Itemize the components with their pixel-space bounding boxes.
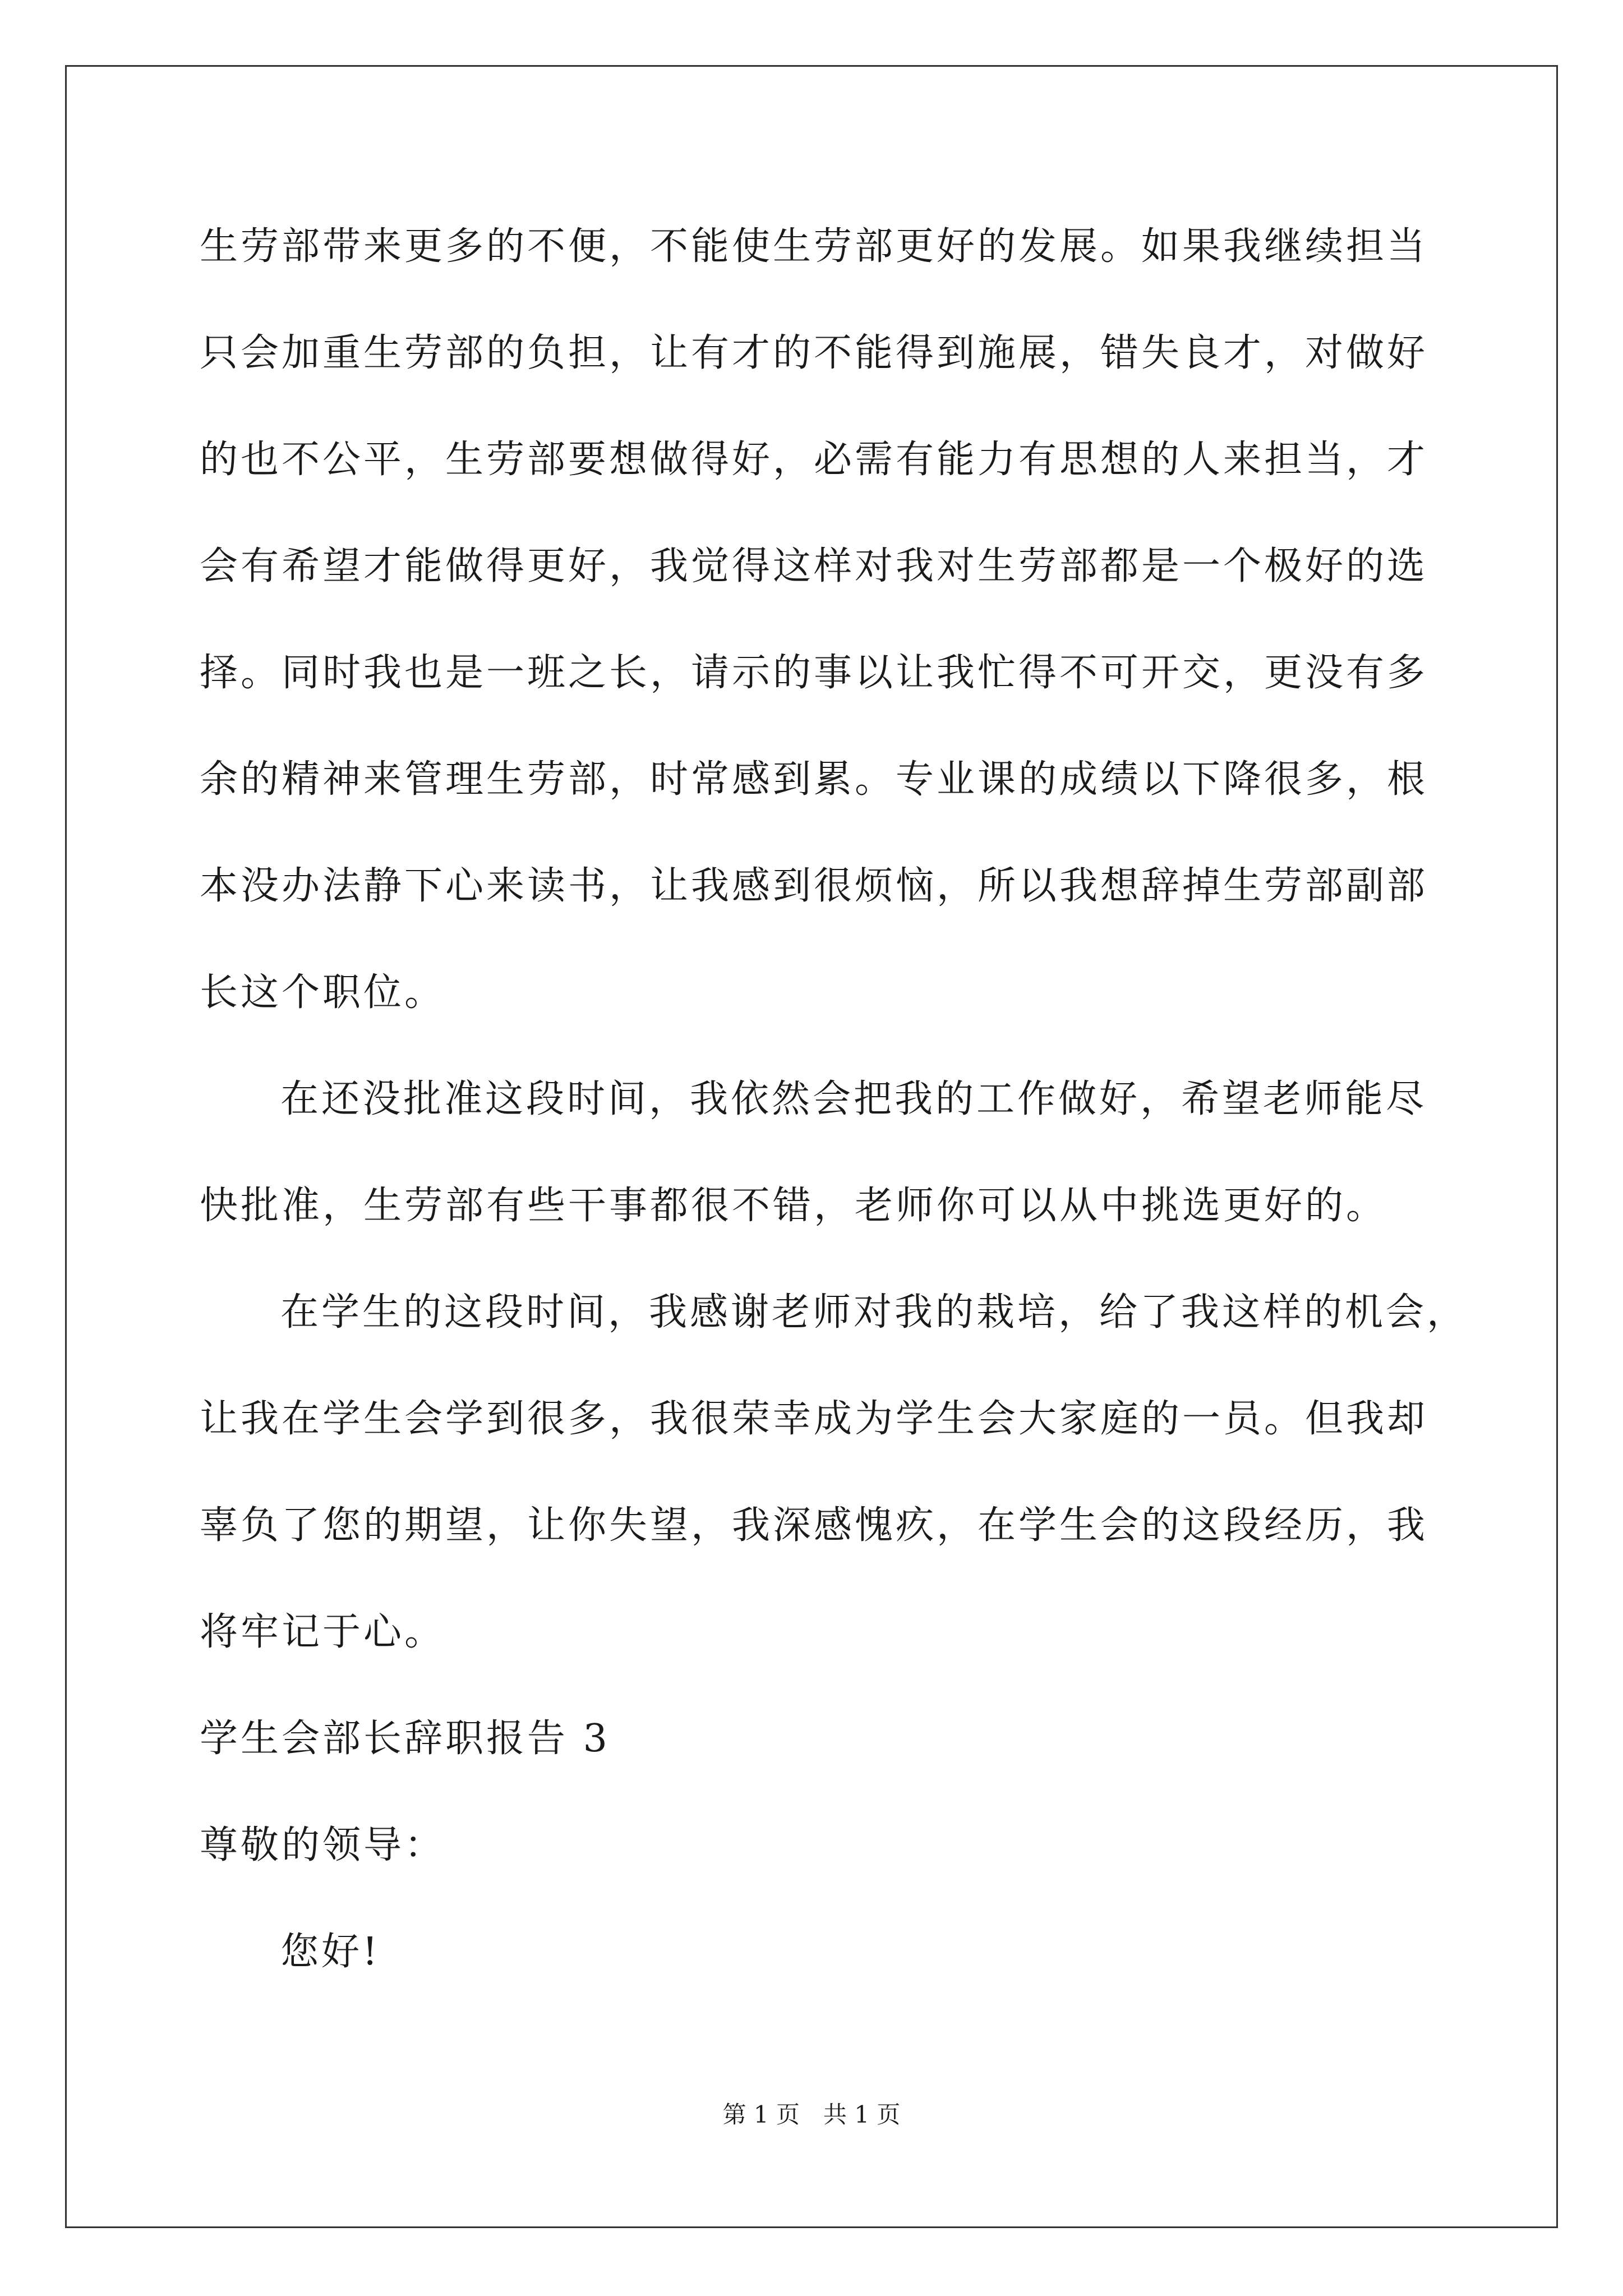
page-footer: 第 1 页 共 1 页 (722, 2101, 901, 2128)
paragraph-3-line: 辜负了您的期望，让你失望，我深感愧疚，在学生会的这段经历，我 (200, 1503, 1428, 1548)
paragraph-2-line: 在还没批准这段时间，我依然会把我的工作做好，希望老师能尽 (280, 1077, 1427, 1121)
paragraph-3-line: 在学生的这段时间，我感谢老师对我的栽培，给了我这样的机会， (280, 1290, 1468, 1335)
paragraph-1-line: 长这个职位。 (200, 970, 446, 1015)
paragraph-1-line: 生劳部带来更多的不便，不能使生劳部更好的发展。如果我继续担当 (200, 224, 1428, 269)
section-title: 学生会部长辞职报告 3 (200, 1717, 610, 1761)
greeting: 您好! (280, 1930, 381, 1974)
salutation: 尊敬的领导： (200, 1823, 446, 1867)
paragraph-3-line: 将牢记于心。 (200, 1610, 446, 1654)
paragraph-1-line: 只会加重生劳部的负担，让有才的不能得到施展，错失良才，对做好 (200, 331, 1428, 375)
paragraph-1-line: 的也不公平，生劳部要想做得好，必需有能力有思想的人来担当，才 (200, 438, 1428, 482)
paragraph-1-line: 余的精神来管理生劳部，时常感到累。专业课的成绩以下降很多，根 (200, 757, 1428, 802)
page-border (65, 65, 1558, 2228)
paragraph-1-line: 会有希望才能做得更好，我觉得这样对我对生劳部都是一个极好的选 (200, 544, 1428, 588)
paragraph-1-line: 本没办法静下心来读书，让我感到很烦恼，所以我想辞掉生劳部副部 (200, 864, 1428, 908)
paragraph-1-line: 择。同时我也是一班之长，请示的事以让我忙得不可开交，更没有多 (200, 651, 1428, 695)
paragraph-3-line: 让我在学生会学到很多，我很荣幸成为学生会大家庭的一员。但我却 (200, 1397, 1428, 1441)
paragraph-2-line: 快批准，生劳部有些干事都很不错，老师你可以从中挑选更好的。 (200, 1184, 1387, 1228)
